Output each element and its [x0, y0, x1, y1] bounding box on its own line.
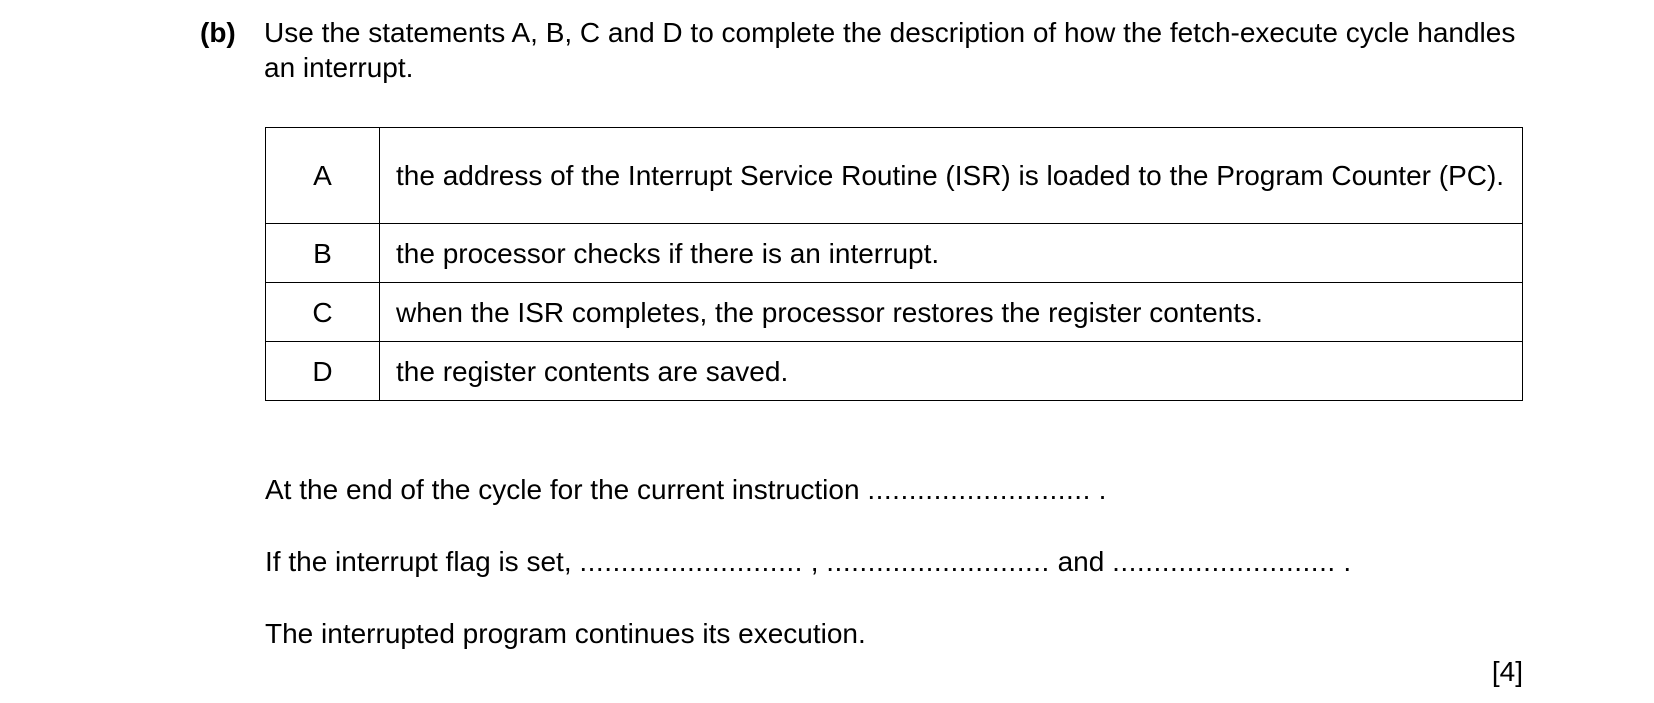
line-text: At the end of the cycle for the current instruction [265, 474, 860, 505]
description-line-1 [265, 472, 1106, 507]
statements-table [265, 127, 1523, 401]
line-end: . [1098, 474, 1107, 505]
statement-letter: A [266, 128, 380, 224]
statement-letter: B [266, 224, 380, 283]
part-label: (b) [200, 17, 236, 48]
statement-letter: C [266, 283, 380, 342]
answer-blank-4[interactable]: ........................... [1112, 546, 1336, 577]
line-end: . [1343, 546, 1352, 577]
statement-text: the processor checks if there is an interrupt. [380, 224, 1523, 283]
marks-indicator: [4] [1491, 656, 1523, 687]
statement-row-b [266, 224, 1523, 283]
statement-text: when the ISR completes, the processor restores the register contents. [380, 283, 1523, 342]
separator: , [810, 546, 819, 577]
statement-row-c [266, 283, 1523, 342]
statement-text: the address of the Interrupt Service Routine (ISR) is loaded to the Program Counter (PC). [380, 128, 1523, 224]
statement-row-d [266, 342, 1523, 401]
statement-row-a [266, 128, 1523, 224]
separator: and [1057, 546, 1105, 577]
answer-blank-3[interactable]: ........................... [826, 546, 1050, 577]
line-text: If the interrupt flag is set, [265, 546, 572, 577]
answer-blank-1[interactable]: ........................... [867, 474, 1091, 505]
description-line-3: The interrupted program continues its execution. [265, 618, 866, 649]
description-line-2 [265, 544, 1351, 579]
statement-text: the register contents are saved. [380, 342, 1523, 401]
question-prompt: Use the statements A, B, C and D to complete the description of how the fetch-execute cycle handles an interrupt. [264, 17, 1516, 83]
statement-letter: D [266, 342, 380, 401]
answer-blank-2[interactable]: ........................... [579, 546, 803, 577]
